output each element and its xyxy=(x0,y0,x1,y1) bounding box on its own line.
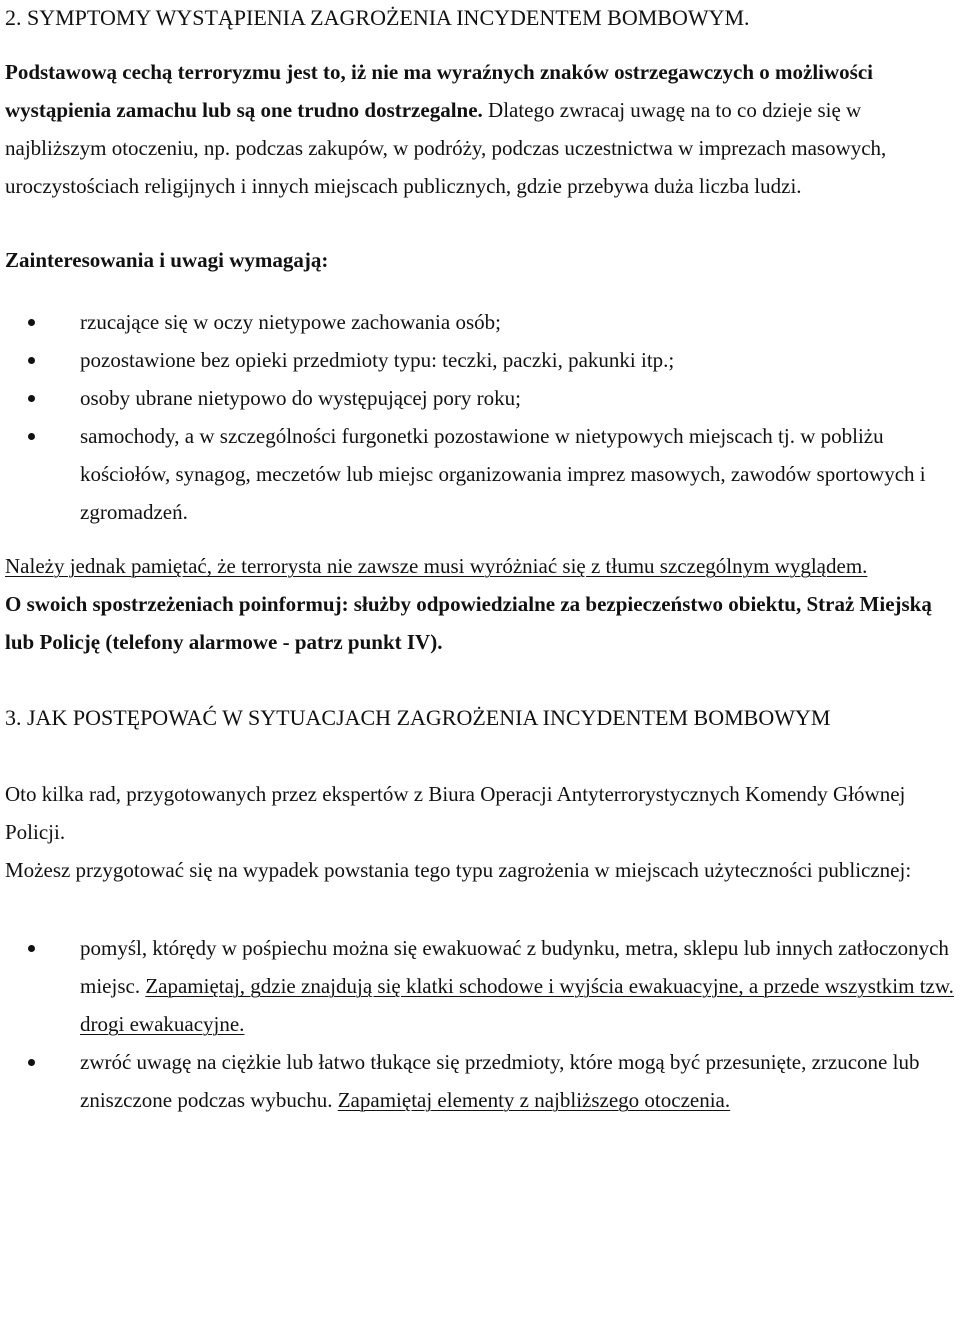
report-paragraph: O swoich spostrzeżeniach poinformuj: służby odpowiedzialne za bezpieczeństwo obiektu, Straż Miejską lub Policję (telefony alarmowe - patrz punkt IV). xyxy=(5,592,932,654)
preparation-list xyxy=(5,929,957,1119)
list-item-text: samochody, a w szczególności furgonetki pozostawione w nietypowych miejscach tj. w pobliżu kościołów, synagog, meczetów lub miejsc organizowania imprez masowych, zawodów sportowych i zgromadzeń. xyxy=(80,424,926,524)
list-item xyxy=(5,303,957,341)
section-2-title: 2. SYMPTOMY WYSTĄPIENIA ZAGROŻENIA INCYDENTEM BOMBOWYM. xyxy=(5,5,750,30)
section-3-intro-1: Oto kilka rad, przygotowanych przez ekspertów z Biura Operacji Antyterrorystycznych Komendy Głównej Policji. xyxy=(5,782,906,844)
list-item xyxy=(5,929,957,1043)
list-item-text: rzucające się w oczy nietypowe zachowania osób; xyxy=(80,310,501,334)
bullet-icon xyxy=(28,357,35,364)
bullet-icon xyxy=(28,945,35,952)
section-3-intro-2: Możesz przygotować się na wypadek powstania tego typu zagrożenia w miejscach użyteczności publicznej: xyxy=(5,858,912,882)
list-item-text: pozostawione bez opieki przedmioty typu: teczki, paczki, pakunki itp.; xyxy=(80,348,675,372)
spacer xyxy=(5,37,957,53)
list-item-underlined-text: Zapamiętaj, gdzie znajdują się klatki schodowe i wyjścia ewakuacyjne, a przede wszystkim tzw. drogi ewakuacyjne. xyxy=(80,974,954,1036)
bullet-icon xyxy=(28,1059,35,1066)
section-3-title: 3. JAK POSTĘPOWAĆ W SYTUACJACH ZAGROŻENIA INCYDENTEM BOMBOWYM xyxy=(5,705,831,730)
spacer xyxy=(5,531,957,547)
attention-heading: Zainteresowania i uwagi wymagają: xyxy=(5,248,329,272)
list-item-text: zwróć uwagę na ciężkie lub łatwo tłukące się przedmioty, które mogą być przesunięte, zrzucone lub zniszczone podczas wybuchu. xyxy=(80,1050,920,1112)
document-page xyxy=(5,0,957,1119)
list-item xyxy=(5,1043,957,1119)
section-2-intro xyxy=(5,53,957,205)
bullet-icon xyxy=(28,319,35,326)
list-item xyxy=(5,417,957,531)
list-item xyxy=(5,341,957,379)
bullet-icon xyxy=(28,433,35,440)
intro-bold-text: Podstawową cechą terroryzmu jest to, iż nie ma wyraźnych znaków ostrzegawczych o możliwości wystąpienia zamachu lub są one trudno dostrzegalne. xyxy=(5,60,873,122)
bullet-icon xyxy=(28,395,35,402)
list-item xyxy=(5,379,957,417)
list-item-text: osoby ubrane nietypowo do występującej pory roku; xyxy=(80,386,521,410)
list-item-text: pomyśl, którędy w pośpiechu można się ewakuować z budynku, metra, sklepu lub innych zatłoczonych miejsc. xyxy=(80,936,949,998)
spacer xyxy=(5,205,957,241)
warning-signs-list xyxy=(5,303,957,531)
note-paragraph: Należy jednak pamiętać, że terrorysta nie zawsze musi wyróżniać się z tłumu szczególnym wyglądem. xyxy=(5,554,868,578)
list-item-underlined-text: Zapamiętaj elementy z najbliższego otoczenia. xyxy=(337,1088,731,1112)
spacer xyxy=(5,737,957,775)
spacer xyxy=(5,661,957,699)
intro-regular-text: Dlatego zwracaj uwagę na to co dzieje się w najbliższym otoczeniu, np. podczas zakupów, w podróży, podczas uczestnictwa w imprezach masowych, uroczystościach religijnych i innych miejscach publicznych, gdzie przebywa duża liczba ludzi. xyxy=(5,98,887,198)
